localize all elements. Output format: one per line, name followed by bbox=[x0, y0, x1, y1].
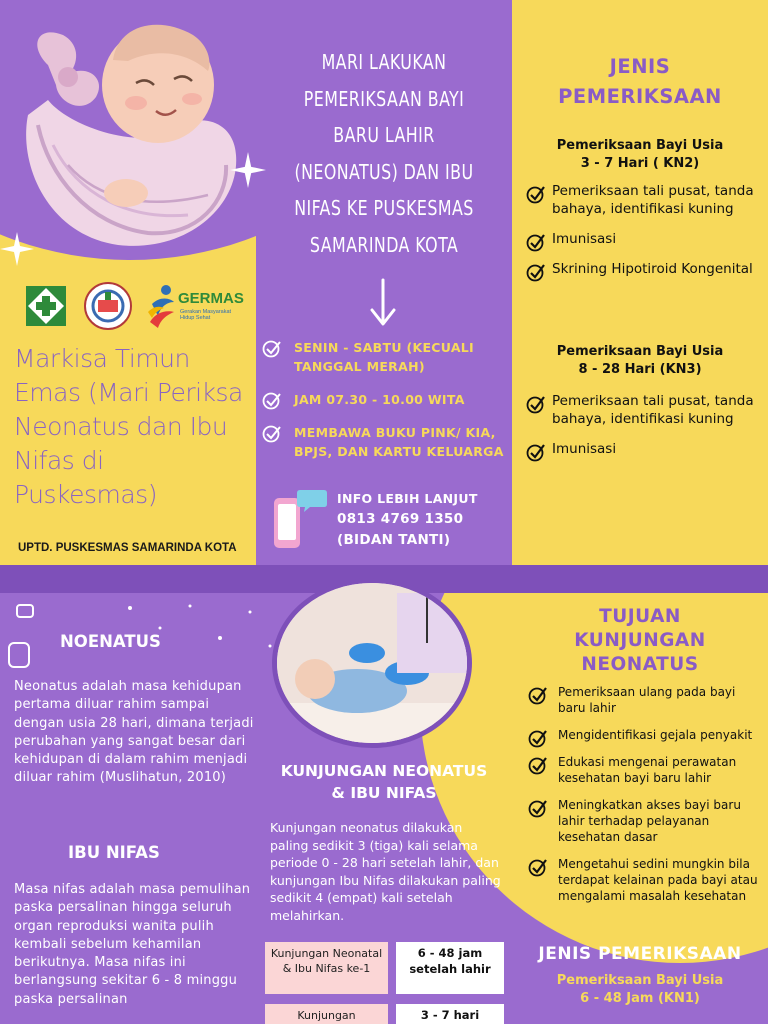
schedule-days: SENIN - SABTU (KECUALI TANGGAL MERAH) bbox=[294, 340, 475, 374]
check-circle-icon bbox=[526, 443, 546, 462]
list-item bbox=[526, 754, 766, 786]
phone-chat-icon bbox=[270, 488, 328, 552]
logo-row bbox=[24, 282, 244, 332]
schedule-hours: JAM 07.30 - 10.00 WITA bbox=[294, 392, 465, 407]
contact-phone[interactable]: 0813 4769 1350 bbox=[337, 511, 464, 527]
subheading-line: 3 - 7 Hari ( KN2) bbox=[580, 156, 700, 171]
contact-label: INFO LEBIH LANJUT bbox=[337, 491, 478, 506]
kn3-heading bbox=[512, 343, 768, 379]
ibu-nifas-description: Masa nifas adalah masa pemulihan paska persalinan hingga seluruh organ reproduksi wanita pulih kembali sebelum kehamilan berikutnya. Masa nifas ini berlangsung sekitar 6 - 8 minggu paska persalinan bbox=[14, 882, 251, 1007]
heading-line: & IBU NIFAS bbox=[331, 784, 437, 802]
list-item bbox=[526, 856, 766, 904]
sparkle-icon bbox=[0, 232, 34, 266]
subheading-line: Pemeriksaan Bayi Usia bbox=[556, 344, 724, 359]
check-circle-icon bbox=[526, 185, 546, 204]
list-item bbox=[524, 260, 768, 278]
check-circle-icon bbox=[262, 340, 282, 358]
akreditasi-logo-icon bbox=[84, 282, 132, 330]
subheading-line: 8 - 28 Hari (KN3) bbox=[578, 362, 702, 377]
schedule-list bbox=[262, 338, 512, 475]
kn2-list bbox=[524, 182, 768, 290]
campaign-heading: MARI LAKUKAN PEMERIKSAAN BAYI BARU LAHIR (NEONATUS) DAN IBU NIFAS KE PUSKESMAS SAMARINDA KOTA bbox=[294, 50, 474, 257]
item-text: Pemeriksaan tali pusat, tanda bahaya, identifikasi kuning bbox=[552, 393, 754, 427]
kunjungan-description: Kunjungan neonatus dilakukan paling sedikit 3 (tiga) kali selama periode 0 - 28 hari setelah lahir, dan kunjungan Ibu Nifas dilakukan paling sedikit 4 (empat) kali setelah melahirkan. bbox=[270, 820, 501, 923]
heading-line: KUNJUNGAN NEONATUS bbox=[280, 762, 488, 780]
baby-checkup-photo bbox=[272, 578, 472, 748]
heading-line: JENIS bbox=[609, 55, 671, 78]
check-circle-icon bbox=[262, 425, 282, 443]
check-circle-icon bbox=[528, 756, 548, 775]
visit-table-value: 6 - 48 jam setelah lahir bbox=[396, 942, 504, 994]
puskesmas-logo-icon bbox=[24, 284, 68, 328]
heading-line: KUNJUNGAN bbox=[574, 630, 706, 651]
schedule-item bbox=[262, 338, 512, 376]
organization-name: UPTD. PUSKESMAS SAMARINDA KOTA bbox=[18, 542, 237, 554]
list-item bbox=[524, 182, 768, 218]
list-item bbox=[524, 440, 768, 458]
check-circle-icon bbox=[528, 799, 548, 818]
item-text: Imunisasi bbox=[552, 441, 617, 457]
subheading-line: Pemeriksaan Bayi Usia bbox=[556, 138, 724, 153]
heading-line: PEMERIKSAAN bbox=[558, 85, 722, 108]
list-item bbox=[526, 727, 766, 743]
germas-subtitle: Gerakan Masyarakat Hidup Sehat bbox=[180, 309, 232, 321]
kunjungan-heading bbox=[256, 760, 512, 804]
subheading-line: Pemeriksaan Bayi Usia bbox=[556, 973, 724, 988]
heading-line: NEONATUS bbox=[581, 654, 699, 675]
item-text: Mengidentifikasi gejala penyakit bbox=[558, 728, 753, 742]
list-item bbox=[526, 797, 766, 845]
tujuan-heading bbox=[512, 605, 768, 677]
item-text: Pemeriksaan tali pusat, tanda bahaya, identifikasi kuning bbox=[552, 183, 754, 217]
schedule-item bbox=[262, 423, 512, 461]
kn1-subheading bbox=[512, 972, 768, 1008]
baby-illustration bbox=[8, 5, 248, 255]
item-text: Skrining Hipotiroid Kongenital bbox=[552, 261, 753, 277]
list-item bbox=[524, 230, 768, 248]
schedule-item bbox=[262, 390, 512, 409]
jenis-pemeriksaan-heading bbox=[512, 52, 768, 112]
check-circle-icon bbox=[526, 263, 546, 282]
brochure-title: Markisa Timun Emas (Mari Periksa Neonatus dan Ibu Nifas di Puskesmas) bbox=[14, 344, 243, 509]
decorative-square bbox=[8, 642, 30, 668]
decorative-square bbox=[16, 604, 34, 618]
subheading-line: 6 - 48 Jam (KN1) bbox=[580, 991, 700, 1006]
list-item bbox=[524, 392, 768, 428]
germas-logo bbox=[146, 282, 246, 332]
check-circle-icon bbox=[262, 392, 282, 410]
list-item bbox=[526, 684, 766, 716]
neonatus-heading: NOENATUS bbox=[60, 632, 161, 651]
item-text: Edukasi mengenai perawatan kesehatan bayi baru lahir bbox=[558, 755, 737, 785]
visit-table-label: Kunjungan Neonatal & Ibu Nifas ke-1 bbox=[265, 942, 388, 994]
jenis-pemeriksaan-kn1-heading: JENIS PEMERIKSAAN bbox=[538, 944, 742, 964]
contact-info bbox=[337, 488, 517, 551]
check-circle-icon bbox=[528, 729, 548, 748]
germas-wordmark: GERMAS bbox=[178, 290, 244, 307]
contact-person: (BIDAN TANTI) bbox=[337, 532, 451, 548]
schedule-requirements: MEMBAWA BUKU PINK/ KIA, BPJS, DAN KARTU KELUARGA bbox=[294, 425, 504, 459]
sparkle-icon bbox=[230, 152, 266, 188]
visit-table-value: 3 - 7 hari bbox=[396, 1004, 504, 1024]
item-text: Meningkatkan akses bayi baru lahir terhadap pelayanan kesehatan dasar bbox=[558, 798, 741, 844]
neonatus-description: Neonatus adalah masa kehidupan pertama diluar rahim sampai dengan usia 28 hari, dimana terjadi perubahan yang sangat besar dari kehidupan di dalam rahim menjadi diluar rahim (Muslihatun, 2010) bbox=[14, 679, 254, 786]
ibu-nifas-heading: IBU NIFAS bbox=[68, 843, 160, 862]
item-text: Mengetahui sedini mungkin bila terdapat kelainan pada bayi atau mengalami masalah kesehatan bbox=[558, 857, 758, 903]
heading-line: TUJUAN bbox=[599, 606, 681, 627]
check-circle-icon bbox=[528, 686, 548, 705]
germas-figure-icon bbox=[146, 282, 176, 330]
check-circle-icon bbox=[526, 395, 546, 414]
kn3-list bbox=[524, 392, 768, 470]
check-circle-icon bbox=[528, 858, 548, 877]
item-text: Pemeriksaan ulang pada bayi baru lahir bbox=[558, 685, 736, 715]
tujuan-list bbox=[526, 684, 766, 915]
visit-table-label: Kunjungan bbox=[265, 1004, 388, 1024]
item-text: Imunisasi bbox=[552, 231, 617, 247]
check-circle-icon bbox=[526, 233, 546, 252]
kn2-heading bbox=[512, 137, 768, 173]
arrow-down-icon bbox=[368, 278, 398, 328]
